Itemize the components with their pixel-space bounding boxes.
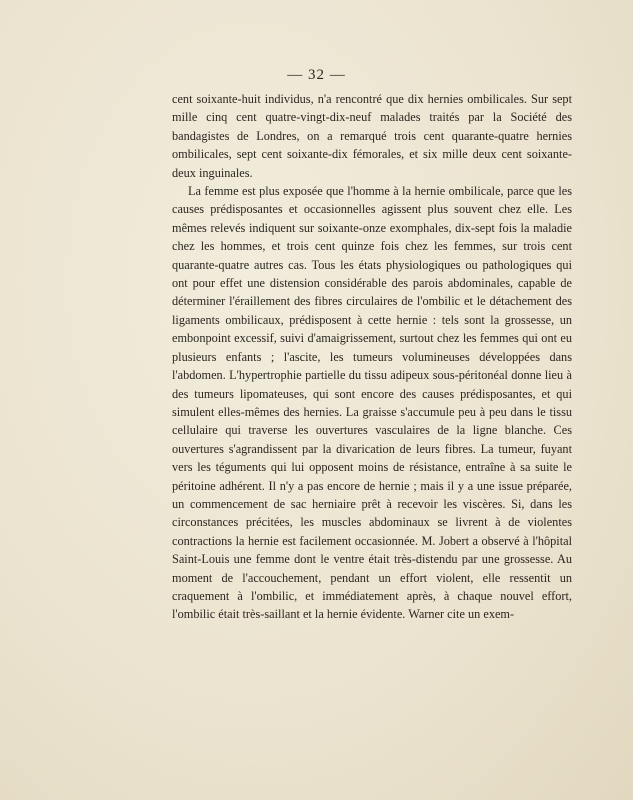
paragraph-1: cent soixante-huit individus, n'a rencontré que dix hernies ombilicales. Sur sept mille cinq cent quatre-vingt-dix-neuf malades traités par la Société des bandagistes de Londres, on a remarqué trois cent quarante-quatre hernies ombilicales, sept cent soixante-dix fémorales, et six mille deux cent soixante-deux inguinales. xyxy=(172,92,572,180)
body-text xyxy=(172,90,572,624)
page-number: — 32 — xyxy=(287,67,346,83)
paragraph-2: La femme est plus exposée que l'homme à la hernie ombilicale, parce que les causes prédisposantes et occasionnelles agissent plus souvent chez elle. Les mêmes relevés indiquent sur soixante-onze exomphales, dix-sept fois la maladie chez les hommes, et trois cent quinze fois chez les femmes, sur trois cent quarante-quatre autres cas. Tous les états physiologiques ou pathologiques qui ont pour effet une distension considérable des parois abdominales, capable de déterminer l'éraillement des fibres circulaires de l'ombilic et le détachement des ligaments ombilicaux, prédisposent à cette hernie : tels sont la grossesse, un embonpoint excessif, suivi d'amaigrissement, surtout chez les femmes qui ont eu plusieurs enfants ; l'ascite, les tumeurs volumineuses développées dans l'abdomen. L'hypertrophie partielle du tissu adipeux sous-péritonéal donne lieu à des tumeurs lipomateuses, qui sont encore des causes prédisposantes, et qui simulent elles-mêmes des hernies. La graisse s'accumule peu à peu dans le tissu cellulaire qui traverse les ouvertures vasculaires de la ligne blanche. Ces ouvertures s'agrandissent par la divarication de leurs fibres. La tumeur, fuyant vers les téguments qui lui opposent moins de résistance, entraîne à sa suite le péritoine adhérent. Il n'y a pas encore de hernie ; mais il y a une issue préparée, un commencement de sac herniaire prêt à recevoir les viscères. Si, dans les circonstances précitées, les muscles abdominaux se livrent à de violentes contractions la hernie est facilement occasionnée. M. Jobert a observé à l'hôpital Saint-Louis une femme dont le ventre était très-distendu par une grossesse. Au moment de l'accouchement, pendant un effort violent, elle ressentit un craquement à l'ombilic, et immédiatement après, à chaque nouvel effort, l'ombilic était très-saillant et la hernie évidente. Warner cite un exem- xyxy=(172,184,572,622)
